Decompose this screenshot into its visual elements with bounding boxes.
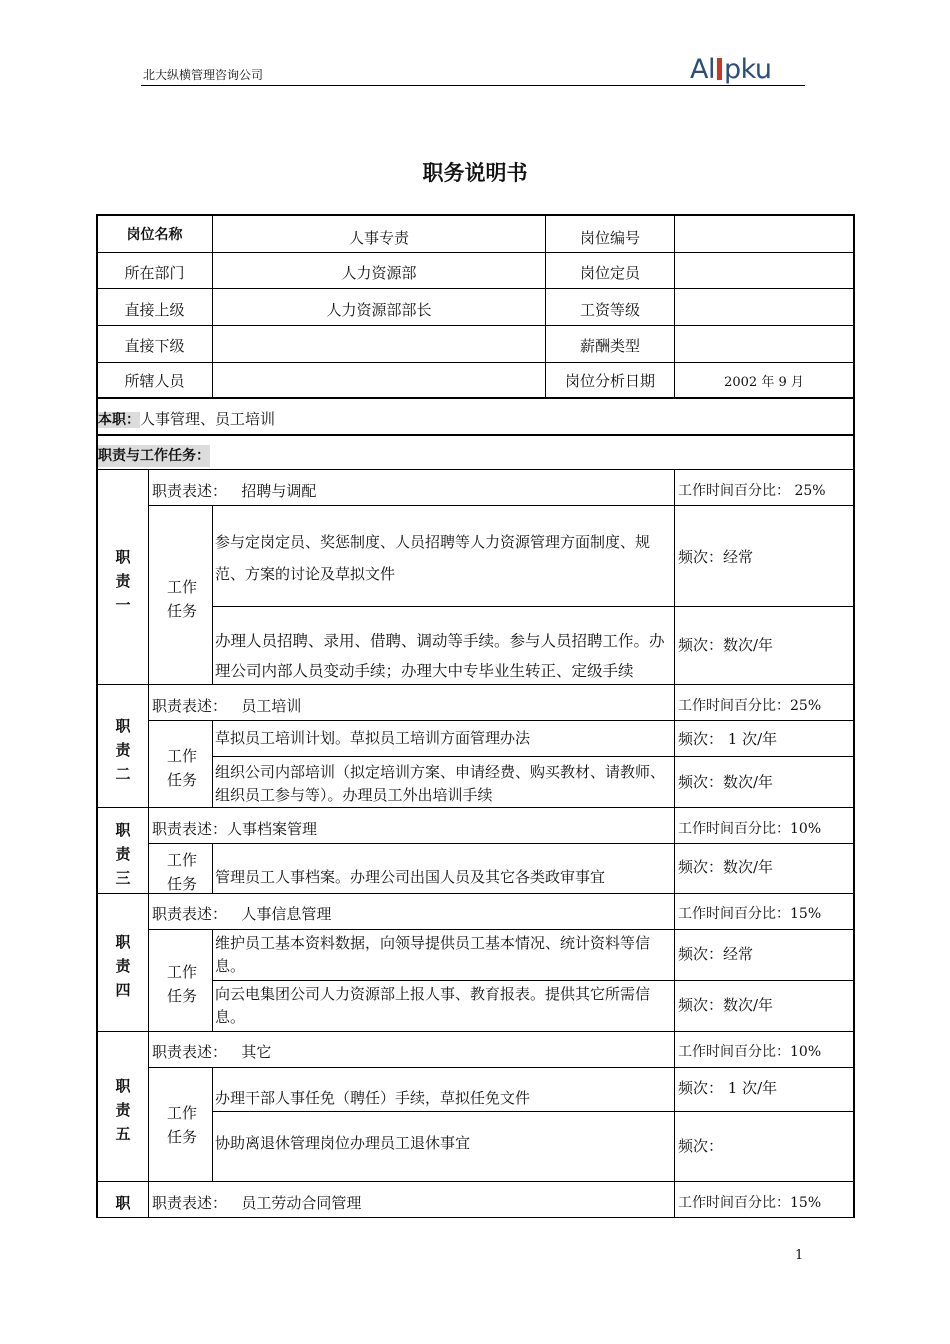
duty-name: 职 责 二 [115,717,131,783]
task-text: 组织公司内部培训（拟定培训方案、申请经费、购买教材、请教师、组织员工参与等）。办理员工外出培训手续 [215,763,666,804]
duty-summary [98,408,275,431]
task-text: 办理人员招聘、录用、借聘、调动等手续。参与人员招聘工作。办理公司内部人员变动手续；办理大中专毕业生转正、定级手续 [215,632,665,680]
company-name: 北大纵横管理咨询公司 [143,68,264,82]
duty-name: 职 责 五 [115,1077,131,1143]
duty-time: 工作时间百分比：25% [678,698,822,714]
duty-desc [152,818,317,840]
info-label: 所在部门 [124,264,185,282]
duty-name: 职 [115,1194,131,1212]
task-frequency: 频次： 1 次/年 [678,730,778,748]
duty-desc [152,695,301,717]
task-label: 工作任务 [166,747,197,789]
task-label: 工作任务 [166,851,197,893]
task-frequency: 频次：经常 [678,945,754,963]
document-title: 职务说明书 [422,161,528,185]
duty-desc [152,1192,361,1214]
analysis-date: 2002 年 9 月 [724,375,804,390]
duty-desc-text: 员工劳动合同管理 [241,1194,362,1212]
duty-desc-text: 人事信息管理 [241,905,332,923]
info-value: 人力资源部 [341,264,417,282]
task-frequency: 频次：数次/年 [678,773,774,791]
duty-summary-label: 本职： [98,412,140,428]
task-text: 协助离退休管理岗位办理员工退休事宜 [215,1134,471,1152]
duty-desc-text: 招聘与调配 [241,482,317,500]
task-frequency: 频次：数次/年 [678,858,774,876]
task-text: 参与定岗定员、奖惩制度、人员招聘等人力资源管理方面制度、规范、方案的讨论及草拟文件 [215,533,651,583]
duty-time: 工作时间百分比：10% [678,821,822,837]
page-number: 1 [795,1248,804,1263]
duty-time: 工作时间百分比：10% [678,1044,822,1060]
duty-desc-label: 职责表述： [152,1194,228,1212]
duty-time: 工作时间百分比：15% [678,906,822,922]
info-label: 岗位名称 [126,227,183,243]
info-label: 薪酬类型 [579,337,640,355]
duty-desc-text: 人事档案管理 [227,820,318,838]
duty-desc [152,480,316,502]
info-label: 工资等级 [579,301,640,319]
duty-name: 职 责 四 [115,933,131,999]
duty-desc-text: 员工培训 [241,697,302,715]
logo-text-b: pku [723,54,772,85]
info-label: 岗位定员 [579,264,640,282]
company-logo [690,54,772,85]
duty-desc-label: 职责表述： [152,905,228,923]
task-text: 办理干部人事任免（聘任）手续，草拟任免文件 [215,1089,531,1107]
duty-time: 工作时间百分比：15% [678,1195,822,1211]
task-text: 维护员工基本资料数据，向领导提供员工基本情况、统计资料等信息。 [215,934,651,975]
info-label: 岗位编号 [579,229,640,247]
duty-summary-text: 人事管理、员工培训 [140,410,276,428]
task-label: 工作任务 [166,1104,197,1146]
duty-desc-label: 职责表述： [152,1043,228,1061]
task-frequency: 频次： 1 次/年 [678,1079,778,1097]
info-value: 人力资源部部长 [326,301,432,319]
logo-text-a: Al [690,54,715,85]
task-frequency: 频次：数次/年 [678,636,774,654]
duty-name: 职 责 一 [115,548,131,614]
info-value: 人事专责 [348,229,409,247]
duty-time: 工作时间百分比： 25% [678,483,826,499]
task-label: 工作任务 [166,963,197,1005]
duty-desc-label: 职责表述： [152,482,228,500]
task-text: 管理员工人事档案。办理公司出国人员及其它各类政审事宜 [215,868,606,886]
duty-desc [152,1041,271,1063]
duty-name: 职 责 三 [115,821,131,887]
task-text: 草拟员工培训计划。草拟员工培训方面管理办法 [215,729,531,747]
info-label: 所辖人员 [124,372,185,390]
duty-desc-label: 职责表述： [152,697,228,715]
task-frequency: 频次：经常 [678,548,754,566]
info-label: 直接上级 [124,301,185,319]
task-text: 向云电集团公司人力资源部上报人事、教育报表。提供其它所需信息。 [215,985,651,1026]
duties-header: 职责与工作任务： [98,445,210,467]
duty-desc-text: 其它 [241,1043,272,1061]
logo-bar-icon [717,58,722,80]
duty-desc [152,903,331,925]
header-rule [141,85,805,86]
duty-desc-label: 职责表述： [152,820,228,838]
task-frequency: 频次： [678,1137,724,1155]
info-label: 岗位分析日期 [564,372,655,390]
info-label: 直接下级 [124,337,185,355]
task-label: 工作任务 [166,578,197,620]
task-frequency: 频次：数次/年 [678,996,774,1014]
